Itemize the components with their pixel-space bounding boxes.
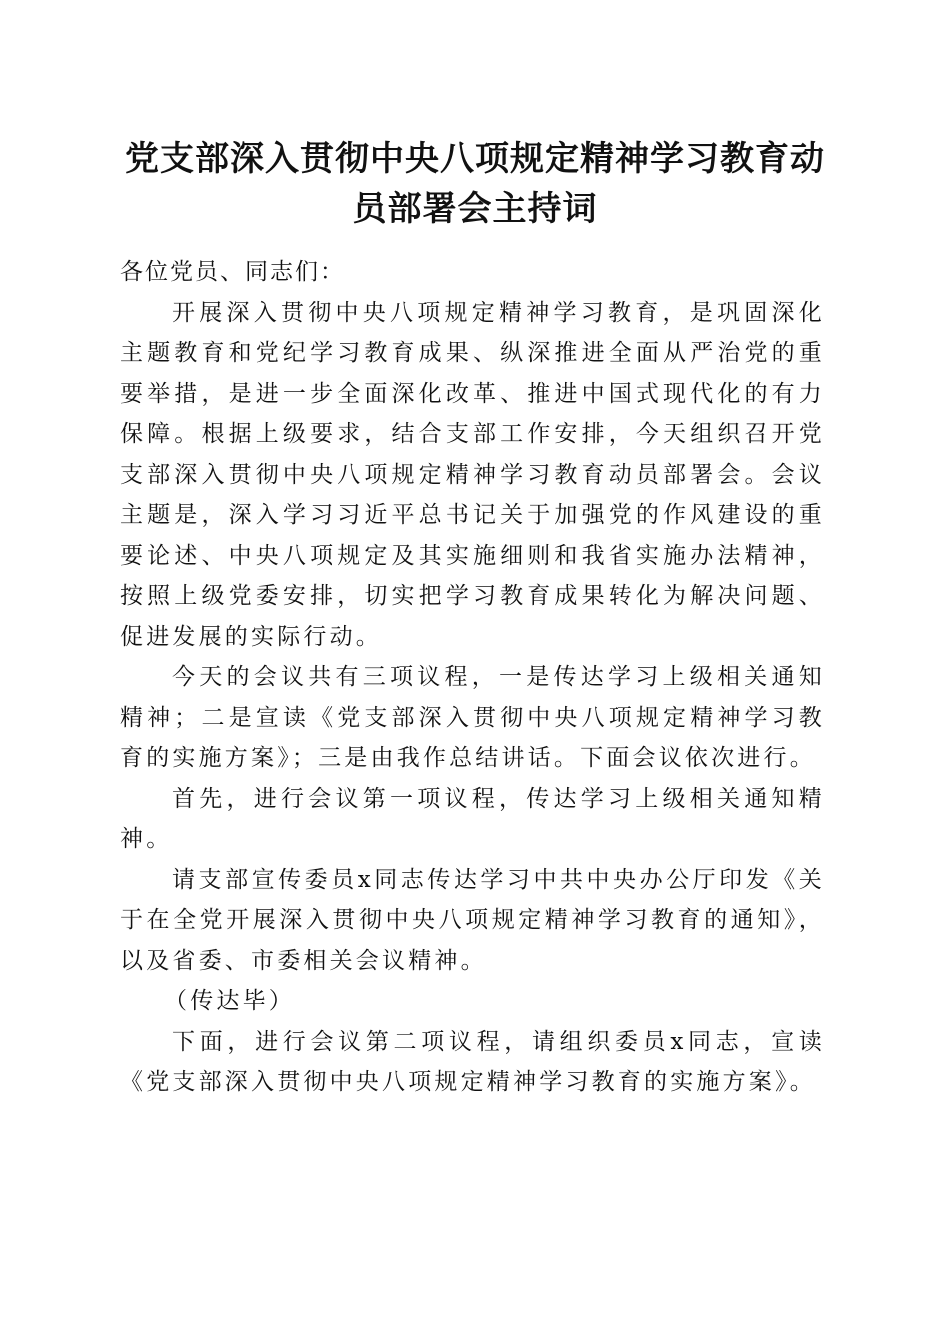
- stage-note: （传达毕）: [164, 988, 295, 1014]
- title-line-1: 党支部深入贯彻中央八项规定精神学习教育动: [125, 139, 825, 179]
- paragraph-first-item-detail: 请支部宣传委员x同志传达学习中共中央办公厅印发《关于在全党开展深入贯彻中央八项规定精神学习教育的通知》，以及省委、市委相关会议精神。: [120, 866, 825, 974]
- paragraph-second-item: 下面，进行会议第二项议程，请组织委员x同志，宣读《党支部深入贯彻中央八项规定精神学习教育的实施方案》。: [120, 1028, 825, 1095]
- paragraph-first-item: 首先，进行会议第一项议程，传达学习上级相关通知精神。: [120, 785, 825, 852]
- document-title: [100, 134, 850, 234]
- paragraph-agenda: 今天的会议共有三项议程，一是传达学习上级相关通知精神；二是宣读《党支部深入贯彻中央八项规定精神学习教育的实施方案》；三是由我作总结讲话。下面会议依次进行。: [120, 664, 825, 771]
- document-body: [120, 252, 825, 1103]
- paragraph-intro: 开展深入贯彻中央八项规定精神学习教育，是巩固深化主题教育和党纪学习教育成果、纵深推进全面从严治党的重要举措，是进一步全面深化改革、推进中国式现代化的有力保障。根据上级要求，结合支部工作安排，今天组织召开党支部深入贯彻中央八项规定精神学习教育动员部署会。会议主题是，深入学习习近平总书记关于加强党的作风建设的重要论述、中央八项规定及其实施细则和我省实施办法精神，按照上级党委安排，切实把学习教育成果转化为解决问题、促进发展的实际行动。: [120, 299, 825, 650]
- title-line-2: 员部署会主持词: [352, 189, 598, 229]
- salutation: 各位党员、同志们：: [120, 259, 345, 285]
